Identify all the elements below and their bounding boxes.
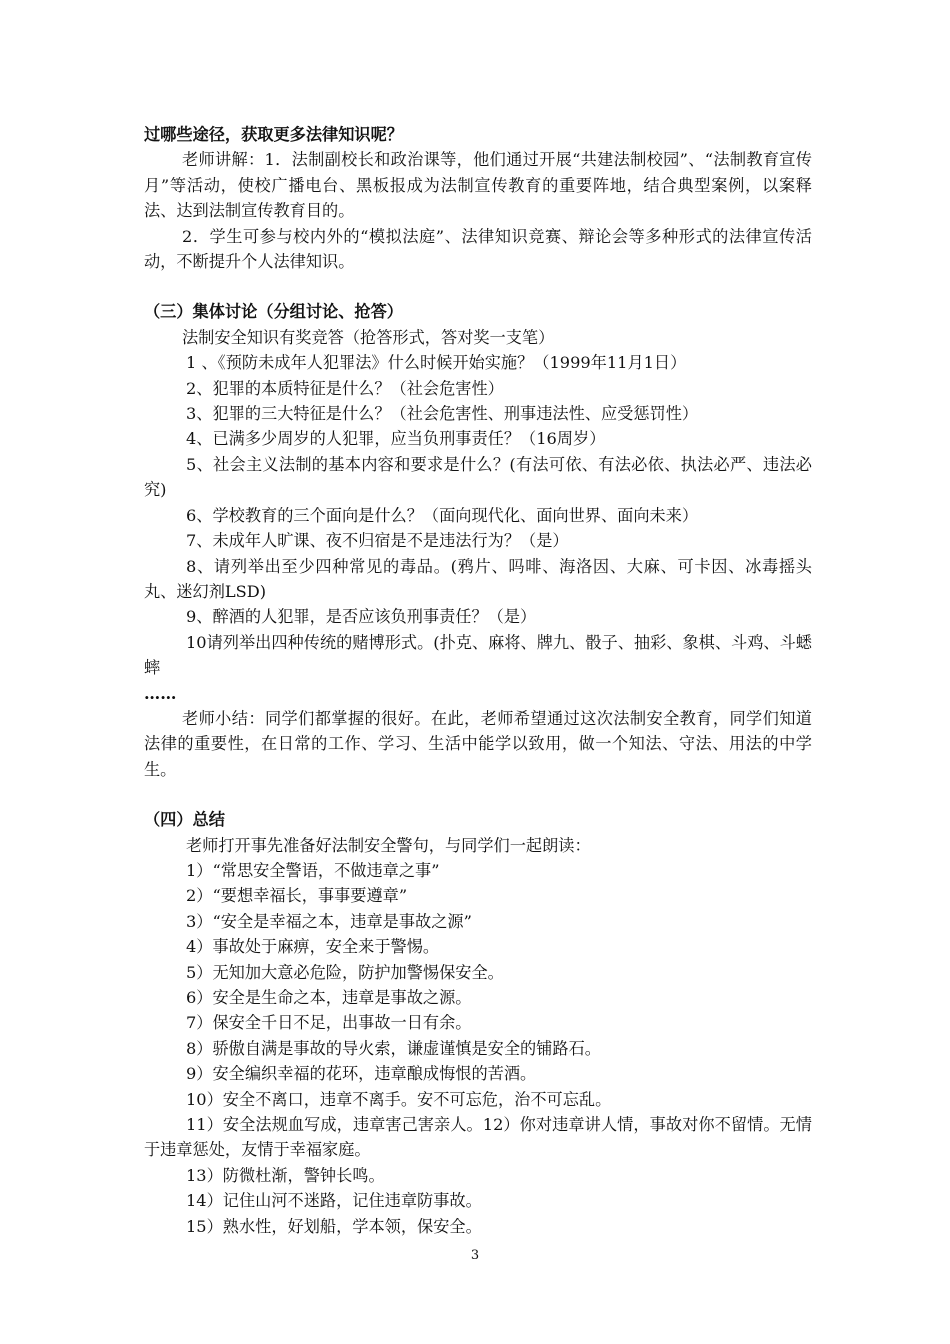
quiz-question: 10请列举出四种传统的赌博形式。(扑克、麻将、牌九、骰子、抽彩、象棋、斗鸡、斗蟋蟀 — [144, 632, 812, 678]
spacer — [144, 274, 812, 299]
slogan-item: 1）“常思安全警语，不做违章之事” — [186, 860, 440, 880]
slogan-item: 5）无知加大意必危险，防护加警惕保安全。 — [186, 962, 504, 982]
slogan-item: 2）“要想幸福长，事事要遵章” — [186, 886, 408, 906]
spacer — [144, 782, 812, 807]
quiz-question: 5、社会主义法制的基本内容和要求是什么？(有法可依、有法必依、执法必严、违法必究) — [144, 454, 812, 500]
slogan-item: 3）“安全是幸福之本，违章是事故之源” — [186, 911, 472, 931]
teacher-summary: 老师小结：同学们都掌握的很好。在此，老师希望通过这次法制安全教育，同学们知道法律的重要性，在日常的工作、学习、生活中能学以致用，做一个知法、守法、用法的中学生。 — [144, 708, 812, 779]
section-4-heading: （四）总结 — [144, 810, 225, 830]
page-content — [144, 122, 812, 1239]
quiz-question: 9、醉酒的人犯罪，是否应该负刑事责任？（是） — [186, 607, 537, 627]
slogan-item: 6）安全是生命之本，违章是事故之源。 — [186, 988, 472, 1007]
slogan-item: 7）保安全千日不足，出事故一日有余。 — [186, 1013, 472, 1033]
intro-paragraph-1: 老师讲解：1．法制副校长和政治课等，他们通过开展“共建法制校园”、“法制教育宣传月”等活动，使校广播电台、黑板报成为法制宣传教育的重要阵地，结合典型案例，以案释法、达到法制宣传教育目的。 — [144, 150, 812, 221]
slogan-item: 13）防微杜渐，警钟长鸣。 — [186, 1165, 385, 1185]
quiz-question: 7、未成年人旷课、夜不归宿是不是违法行为？（是） — [186, 531, 569, 551]
quiz-question: 8、请列举出至少四种常见的毒品。(鸦片、吗啡、海洛因、大麻、可卡因、冰毒摇头丸、迷幻剂LSD) — [144, 556, 812, 601]
slogan-item: 15）熟水性，好划船，学本领，保安全。 — [186, 1216, 482, 1236]
quiz-question: 3、犯罪的三大特征是什么？（社会危害性、刑事违法性、应受惩罚性） — [186, 404, 699, 424]
quiz-intro: 法制安全知识有奖竞答（抢答形式，答对奖一支笔） — [182, 327, 555, 347]
slogan-intro: 老师打开事先准备好法制安全警句，与同学们一起朗读： — [186, 835, 591, 855]
slogan-item: 11）安全法规血写成，违章害己害亲人。12）你对违章讲人情，事故对你不留情。无情于违章惩处，友情于幸福家庭。 — [144, 1115, 812, 1160]
slogan-item: 14）记住山河不迷路，记住违章防事故。 — [186, 1191, 482, 1211]
quiz-question: 2、犯罪的本质特征是什么？（社会危害性） — [186, 378, 504, 398]
page-number: 3 — [470, 1248, 480, 1263]
quiz-question: 6、学校教育的三个面向是什么？（面向现代化、面向世界、面向未来） — [186, 505, 699, 525]
intro-lead: 过哪些途径，获取更多法律知识呢？ — [144, 125, 403, 144]
section-3-heading: （三）集体讨论（分组讨论、抢答） — [144, 302, 403, 322]
quiz-question: 4、已满多少周岁的人犯罪，应当负刑事责任？（16周岁） — [186, 429, 606, 449]
slogan-item: 4）事故处于麻痹，安全来于警惕。 — [186, 937, 440, 957]
ellipsis: …… — [144, 683, 177, 703]
intro-paragraph-2: 2．学生可参与校内外的“模拟法庭”、法律知识竞赛、辩论会等多种形式的法律宣传活动，不断提升个人法律知识。 — [144, 226, 812, 272]
slogan-item: 10）安全不离口，违章不离手。安不可忘危，治不可忘乱。 — [186, 1089, 612, 1109]
slogan-item: 8）骄傲自满是事故的导火索，谦虚谨慎是安全的铺路石。 — [186, 1038, 601, 1058]
quiz-question: 1 、《预防未成年人犯罪法》什么时候开始实施？（1999年11月1日） — [186, 353, 687, 373]
slogan-item: 9）安全编织幸福的花环，违章酿成悔恨的苦酒。 — [186, 1064, 537, 1084]
